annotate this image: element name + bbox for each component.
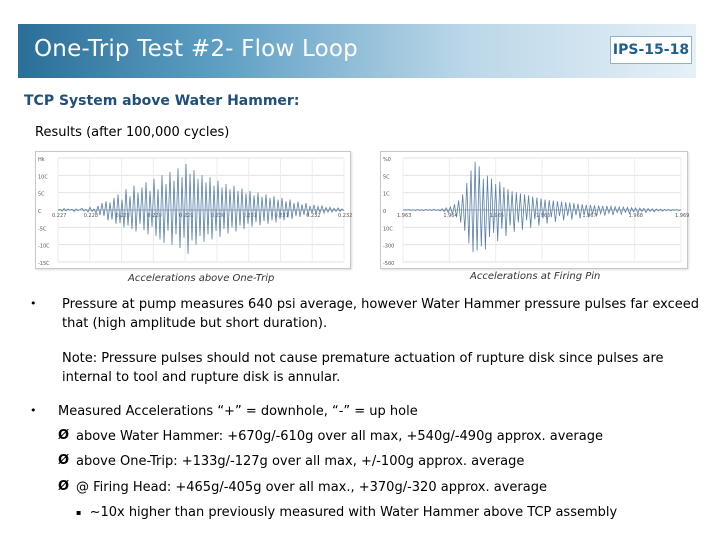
x-tick-label: 0.232 [338,213,353,219]
y-tick-label: %0 [383,157,391,163]
bullet-accelerations: Measured Accelerations “+” = downhole, “-” = up hole [58,404,418,419]
y-tick-label: 1C [383,191,390,198]
x-tick-label: 0.232 [306,213,321,219]
slide-title: One-Trip Test #2- Flow Loop [34,36,358,62]
y-tick-label: 0 [383,209,387,215]
chart-firing-pin [380,151,688,269]
x-tick-label: 0.227 [52,213,67,219]
note-text: Note: Pressure pulses should not cause premature actuation of rupture disk since pulses are internal to tool and rupture disk is annular. [62,351,664,385]
chart-firing-pin-svg [381,152,690,268]
arrow-bullet-icon: Ø [58,453,70,468]
x-tick-label: 1.967 [582,213,597,219]
x-tick-label: 0.228 [83,213,99,219]
y-tick-label: -15C [38,261,50,267]
x-tick-label: 0.229 [179,213,194,219]
slide-subtitle: TCP System above Water Hammer: [24,93,300,109]
chart-one-trip [35,151,351,269]
doc-id-badge: IPS-15-18 [610,36,692,64]
y-tick-label: Hk [38,157,45,163]
results-label: Results (after 100,000 cycles) [35,125,230,140]
bullet-pressure: Pressure at pump measures 640 psi average, however Water Hammer pressure pulses far exceed that (high amplitude but short duration). [62,297,699,331]
y-tick-label: 10C [383,226,393,233]
x-tick-label: 1.964 [443,213,458,219]
sub-bullet-water-hammer: above Water Hammer: +670g/-610g over all max, +540g/-490g approx. average [76,429,603,444]
arrow-bullet-icon: Ø [58,479,70,494]
y-tick-label: 5C [383,174,390,181]
sub-bullet-one-trip: above One-Trip: +133g/-127g over all max, +/-100g approx. average [76,454,525,469]
bullet-marker: • [30,404,37,417]
x-tick-label: 1.969 [675,213,690,219]
chart-one-trip-caption: Accelerations above One-Trip [128,273,275,284]
x-tick-label: 0.230 [210,213,226,219]
arrow-bullet-icon: Ø [58,428,70,443]
x-tick-label: 0.229 [147,213,162,219]
x-tick-label: 0.231 [274,213,289,219]
chart-firing-pin-caption: Accelerations at Firing Pin [470,271,601,282]
x-tick-label: 1.965 [489,213,504,219]
chart-one-trip-svg [36,152,353,268]
y-tick-label: -500 [383,261,395,267]
y-tick-label: 5C [38,191,45,198]
y-tick-label: -5C [38,226,47,233]
y-tick-label: C [38,209,42,215]
x-tick-label: 0.228 [115,213,130,219]
sub-sub-bullet-text: ~10x higher than previously measured with Water Hammer above TCP assembly [89,505,618,520]
sub-sub-bullet [76,503,696,523]
x-tick-label: 1.963 [397,213,412,219]
x-tick-label: 1.968 [628,213,643,219]
series-line [58,164,344,254]
y-tick-label: -10C [38,243,50,250]
square-bullet-icon: ▪ [76,508,82,517]
title-banner [18,24,696,78]
y-tick-label: 10C [38,174,48,181]
x-tick-label: 0.231 [242,213,257,219]
y-tick-label: -300 [383,243,395,250]
bullet-marker: • [30,297,37,310]
sub-bullet-firing-head: @ Firing Head: +465g/-405g over all max., +370g/-320 approx. average [76,480,547,495]
x-tick-label: 1.966 [536,213,551,219]
